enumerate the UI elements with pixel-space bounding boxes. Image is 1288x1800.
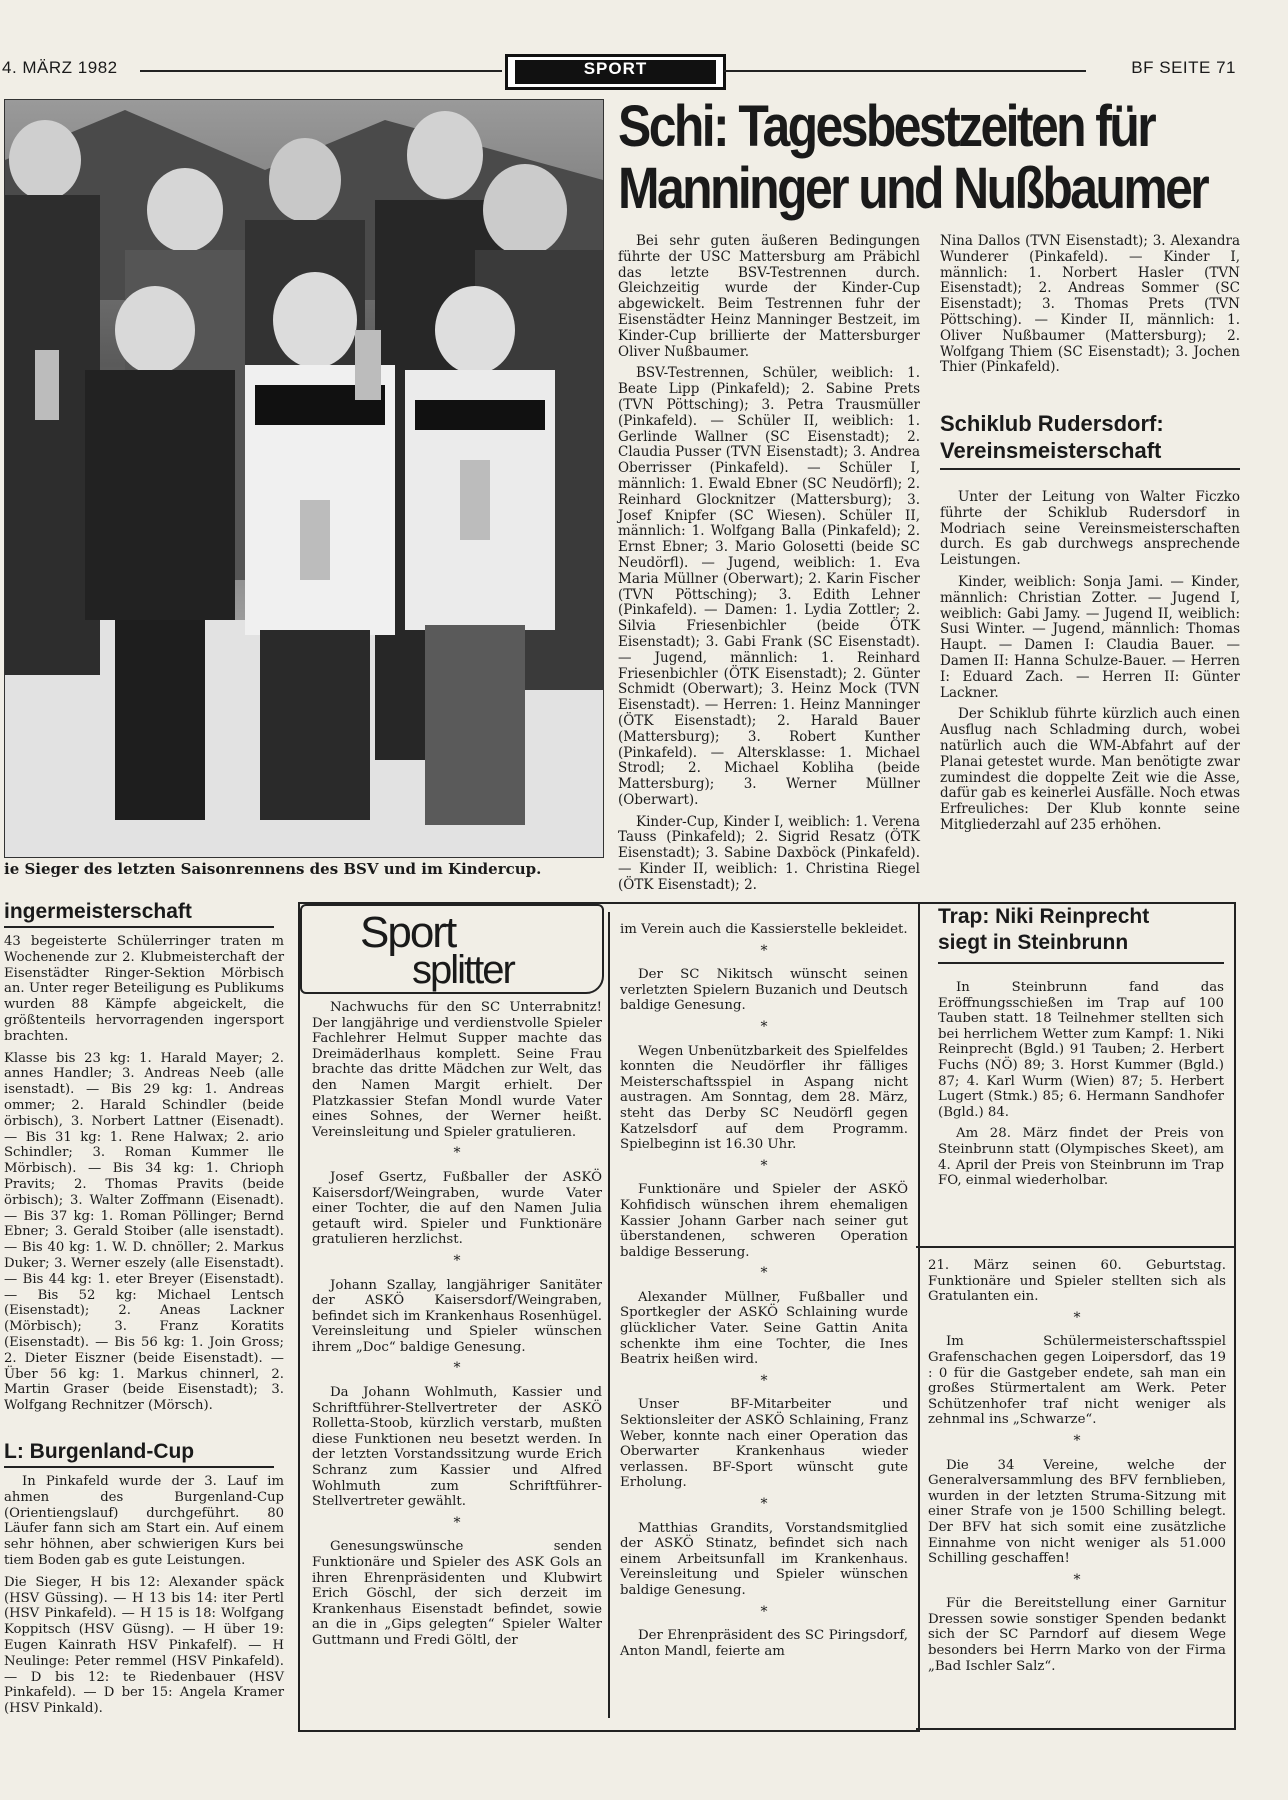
page-number: BF SEITE 71	[1131, 58, 1236, 77]
section-label-box	[505, 54, 726, 90]
headline-line-2: Manninger und Nußbaumer	[618, 156, 1208, 221]
trap-title-1: Trap: Niki Reinprecht	[938, 905, 1150, 928]
rudersdorf-title-2: Vereinsmeisterschaft	[940, 438, 1162, 463]
separator-star: *	[453, 1252, 461, 1269]
separator-star: *	[453, 1514, 461, 1531]
group-photo	[4, 99, 604, 858]
splitter-col2	[620, 922, 908, 1665]
splitter-logo-word-2: splitter	[412, 948, 514, 992]
splitter-item: Wegen Unbenützbarkeit des Spielfeldes konnten die Neudörfler ihr fälliges Meisterschaftsspiel in Aspang nicht austragen. Am Sonntag, dem 28. März, steht das Derby SC Neudörfl gegen Katzelsdorf auf dem Programm. Spielbeginn ist 16.30 Uhr.	[620, 1043, 908, 1153]
ski-article-col2	[940, 234, 1240, 382]
rudersdorf-rule	[940, 468, 1240, 470]
section-label: SPORT	[515, 60, 716, 84]
splitter-item: Genesungswünsche senden Funktionäre und Spieler des ASK Gols an ihren Ehrenpräsidenten und Klubwirt Erich Göschl, der sich derzeit im Krankenhaus Eisenstadt befindet, sowie an die in „Gips gelegten“ Spieler Walter Guttmann und Fredi Göltl, der	[312, 1539, 602, 1648]
header-rule-right	[724, 70, 1086, 72]
trap-article	[938, 980, 1224, 1195]
ringer-results: Klasse bis 23 kg: 1. Harald Mayer; 2. annes Handler; 3. Andreas Neeb (alle isenstadt). — Bis 29 kg: 1. Andreas ommer; 2. Harald Schindler (beide örbisch), 3. Norbert Lattner (Eisenadt). — Bis 31 kg: 1. Rene Halwax; 2. ario Schindler; 3. Roman Kummer lle Mörbisch). — Bis 34 kg: 1. Chrioph Pravits; 2. Thomas Pravits (beide örbisch); 3. Walter Zoffmann (Eisenadt). — Bis 37 kg: 1. Roman Pöllinger; Bernd Ebner; 3. Gerald Stoiber (alle isenstadt). — Bis 40 kg: 1. W. D. chnöller; 2. Markus Duker; 3. Werner eszely (alle Eisenstadt). — Bis 44 kg: 1. eter Breyer (Eisenstadt). — Bis 52 kg: Michael Lentsch (Eisenstadt); 2. Aneas Lackner (Mörbisch); 3. Franz Koratits (Eisenstadt). — Bis 56 kg: 1. Join Gross; 2. Dieter Eiszner (beide Eisenstadt). — Über 56 kg: 1. Markus chinnerl, 2. Martin Graser (beide Eisenstadt); 3. Wolfgang Rechnitzer (Mörsch).	[4, 1050, 284, 1414]
ski-results-bsv: BSV-Testrennen, Schüler, weiblich: 1. Beate Lipp (Pinkafeld); 2. Sabine Prets (TVN Pöttsching); 3. Petra Trausmüller (Pinkafeld). — Schüler II, weiblich: 1. Gerlinde Wallner (SC Eisenstadt); 2. Claudia Pusser (TVN Eisenstadt); 3. Andrea Oberrisser (Pinkafeld). — Schüler I, männlich: 1. Ewald Ebner (SC Neudörfl); 2. Reinhard Glocknitzer (Mattersburg); 3. Josef Knipfer (SC Wiesen). Schüler II, männlich: 1. Wolfgang Balla (Pinkafeld); 2. Ernst Ebner; 3. Mario Golosetti (beide SC Neudörfl). — Jugend, weiblich: 1. Eva Maria Müllner (Oberwart); 2. Karin Fischer (TVN Pöttsching); 3. Edith Lehner (Pinkafeld). — Damen: 1. Lydia Zottler; 2. Silvia Friesenbichler (beide ÖTK Eisenstadt); 3. Gabi Frank (SC Eisenstadt). — Jugend, männlich: 1. Reinhard Friesenbichler (ÖTK Eisenstadt); 2. Günter Schmidt (Oberwart); 3. Heinz Mock (TVN Eisenstadt). — Herren: 1. Heinz Manninger (ÖTK Eisenstadt); 2. Harald Bauer (Mattersburg); 3. Robert Kunther (Pinkafeld). — Altersklasse: 1. Michael Strodl; 2. Michael Kobliha (beide Mattersburg); 3. Werner Müllner (Oberwart).	[618, 365, 920, 808]
ski-results-kindercup: Kinder-Cup, Kinder I, weiblich: 1. Verena Tauss (Pinkafeld); 2. Sigrid Resatz (ÖTK Eisenstadt); 3. Sabine Daxböck (Pinkafeld). — Kinder II, weiblich: 1. Christina Riegel (ÖTK Eisenstadt); 2.	[618, 813, 920, 893]
ski-intro: Bei sehr guten äußeren Bedingungen führte der USC Mattersburg am Präbichl das letzte BSV-Testrennen durch. Gleichzeitig wurde der Kinder-Cup abgewickelt. Beim Testrennen fuhr der Eisenstädter Heinz Manninger Bestzeit, im Kinder-Cup brillierte der Mattersburger Oliver Nußbaumer.	[618, 233, 920, 360]
separator-star: *	[760, 1265, 768, 1282]
splitter-item: im Verein auch die Kassierstelle bekleidet.	[620, 922, 908, 937]
splitter-divider	[608, 912, 610, 1718]
separator-star: *	[760, 1372, 768, 1389]
splitter-item: Alexander Müllner, Fußballer und Sportkegler der ASKÖ Schlaining wurde glücklicher Vater. Seine Gattin Anita schenkte ihm eine Tochter, die Ines Beatrix heißen wird.	[620, 1289, 908, 1368]
splitter-item: Nachwuchs für den SC Unterrabnitz! Der langjährige und verdienstvolle Spieler Fachlehrer Helmut Supper machte das Dreimäderlhaus komplett. Seine Frau brachte das dritte Mädchen zur Welt, das den Namen Margit erhielt. Der Platzkassier Stefan Mondl wurde Vater eines Sohnes, der Werner heißt. Vereinsleitung und Spieler gratulieren.	[312, 1000, 602, 1140]
rudersdorf-headline	[940, 410, 1240, 464]
splitter-item: Der SC Nikitsch wünscht seinen verletzten Spielern Buzanich und Deutsch baldige Genesung.	[620, 967, 908, 1014]
separator-star: *	[760, 942, 768, 959]
headline-line-1: Schi: Tagesbestzeiten für	[618, 94, 1155, 159]
ol-rule	[4, 1466, 274, 1468]
trap-next-events: Am 28. März findet der Preis von Steinbrunn statt (Olympisches Skeet), am 4. April der Preis von Steinbrunn im Trap FO, einmal wiederholbar.	[938, 1126, 1224, 1189]
ol-results: Die Sieger, H bis 12: Alexander späck (HSV Güssing). — H 13 bis 14: iter Pertl (HSV Pinkafeld). — H 15 is 18: Wolfgang Koppitsch (HSV Güsng). — H über 19: Eugen Kainrath HSV Pinkafelf). — H Neulinge: Peter remmel (HSV Pinkafeld). — D bis 12: te Riedenbauer (HSV Pinkafeld). — D ber 15: Angela Kramer (HSV Pinkald).	[4, 1574, 284, 1717]
rudersdorf-article	[940, 490, 1240, 840]
splitter-logo-word-1: Sport	[360, 908, 456, 957]
rudersdorf-results: Kinder, weiblich: Sonja Jami. — Kinder, männlich: Christian Zotter. — Jugend I, weiblich: Gabi Jamy. — Jugend II, weiblich: Susi Winter. — Jugend, männlich: Thomas Haupt. — Damen I: Claudia Bauer. — Damen II: Hanna Schulze-Bauer. — Herren I: Eduard Zach. — Herren II: Günter Lackner.	[940, 573, 1240, 701]
separator-star: *	[760, 1496, 768, 1512]
trap-rule	[938, 962, 1224, 964]
separator-star: *	[1073, 1432, 1081, 1449]
trap-results: In Steinbrunn fand das Eröffnungsschießen im Trap auf 100 Tauben statt. 18 Teilnehmer stellten sich bei herrlichem Wetter zum Kampf: 1. Niki Reinprecht (Bgld.) 91 Tauben; 2. Herbert Fuchs (NÖ) 89; 3. Horst Kummer (Bgld.) 87; 4. Karl Wurm (Wien) 87; 5. Herbert Lugert (Stmk.) 85; 6. Hermann Sandhofer (Bgld.) 84.	[938, 980, 1224, 1120]
splitter-item: Da Johann Wohlmuth, Kassier und Schriftführer-Stellvertreter der ASKÖ Rolletta-Stoob, kürzlich verstarb, mußten diese Funktionen neu besetzt werden. In der letzten Vorstandssitzung wurde Erich Schranz zum Kassier und Alfred Wohlmuth zum Schriftführer-Stellvertreter gewählt.	[312, 1385, 602, 1510]
ski-article-col1	[618, 234, 920, 900]
ski-results-continued: Nina Dallos (TVN Eisenstadt); 3. Alexandra Wunderer (Pinkafeld). — Kinder I, männlich: 1. Norbert Hasler (TVN Eisenstadt); 2. Andreas Sommer (SC Eisenstadt); 3. Thomas Prets (TVN Pöttsching). — Kinder II, männlich: 1. Oliver Nußbaumer (Mattersburg); 2. Wolfgang Thiem (SC Eisenstadt); 3. Jochen Thier (Pinkafeld).	[940, 233, 1240, 376]
ringer-article	[4, 934, 284, 1420]
ol-intro: In Pinkafeld wurde der 3. Lauf im ahmen des Burgenland-Cup (Orientiengslauf) durchgeführt. 80 Läufer fann sich am Start ein. Auf einem sehr höhnen, aber schwierigen Kurs bei tiem Boden gab es gute Leistungen.	[4, 1474, 284, 1568]
rudersdorf-trip: Der Schiklub führte kürzlich auch einen Ausflug nach Schladming durch, wobei natürlich auch die WM-Abfahrt auf der Planai getestet wurde. Man benötigte zwar zumindest die doppelte Zeit wie die Asse, dafür gab es keinerlei Ausfälle. Noch etwas Erfreuliches: Der Klub konnte seine Mitgliederzahl auf 235 erhöhen.	[940, 706, 1240, 833]
issue-date: 4. MÄRZ 1982	[2, 58, 118, 77]
photo-illustration	[5, 100, 603, 857]
separator-star: *	[760, 1603, 768, 1620]
ol-article	[4, 1474, 284, 1723]
splitter-col3	[928, 1258, 1226, 1680]
rudersdorf-intro: Unter der Leitung von Walter Ficzko führte der Schiklub Rudersdorf in Modriach seine Vereinsmeisterschaften durch. Es gab durchwegs ansprechende Leistungen.	[940, 489, 1240, 569]
separator-star: *	[453, 1145, 461, 1162]
splitter-col1	[312, 1000, 602, 1655]
photo-caption: ie Sieger des letzten Saisonrennens des BSV und im Kindercup.	[4, 860, 542, 878]
ol-headline: L: Burgenland-Cup	[4, 1440, 195, 1463]
splitter-item: Unser BF-Mitarbeiter und Sektionsleiter der ASKÖ Schlaining, Franz Weber, konnte nach einer Operation das Oberwarter Krankenhaus wieder verlassen. BF-Sport wünscht gute Erholung.	[620, 1397, 908, 1491]
splitter-item: Die 34 Vereine, welche der Generalversammlung des BFV fernblieben, wurden in der letzten Struma-Sitzung mit einer Strafe von je 1500 Schilling belegt. Der BFV hat sich somit eine zusätzliche Einnahme von nicht weniger als 51.000 Schilling geschaffen!	[928, 1457, 1226, 1567]
trap-title-2: siegt in Steinbrunn	[938, 931, 1129, 954]
splitter-item: Josef Gsertz, Fußballer der ASKÖ Kaisersdorf/Weingraben, wurde Vater einer Tochter, die auf den Namen Julia getauft wird. Spieler und Funktionäre gratulieren herzlichst.	[312, 1169, 602, 1248]
separator-star: *	[760, 1018, 768, 1035]
ringer-intro: 43 begeisterte Schülerringer traten m Wochenende zur 2. Klubmeisterchaft der Eisenstädter Ringer-Sektion Mörbisch an. Unter reger Beteiligung es Publikums wurden 88 Kämpfe abgeickelt, die größtenteils hervorragenden ingersport brachten.	[4, 934, 284, 1044]
splitter-item: Johann Szallay, langjähriger Sanitäter der ASKÖ Kaisersdorf/Weingraben, befindet sich im Krankenhaus Rosenhügel. Vereinsleitung und Spieler wünschen ihrem „Doc“ baldige Genesung.	[312, 1277, 602, 1355]
splitter-item: 21. März seinen 60. Geburtstag. Funktionäre und Spieler stellten sich als Gratulanten ein.	[928, 1258, 1226, 1305]
rudersdorf-title-1: Schiklub Rudersdorf:	[940, 411, 1164, 436]
separator-star: *	[760, 1157, 768, 1174]
splitter-logo	[300, 904, 604, 994]
splitter-item: Für die Bereitstellung einer Garnitur Dressen sowie sonstiger Spenden bedankt sich der SC Parndorf auf diesem Wege besonders bei Herrn Marko von der Firma „Bad Ischler Salz“.	[928, 1596, 1226, 1674]
main-headline	[618, 94, 1208, 221]
splitter-item: Funktionäre und Spieler der ASKÖ Kohfidisch wünschen ihrem ehemaligen Kassier Johann Garber nach seiner gut überstandenen, schweren Operation baldige Besserung.	[620, 1182, 908, 1260]
separator-star: *	[1073, 1571, 1081, 1588]
splitter-item: Im Schülermeisterschaftsspiel Grafenschachen gegen Loipersdorf, das 19 : 0 für die Gastgeber endete, sah man ein großes Stürmertalent am Werk. Peter Schützenhofer traf nicht weniger als zehnmal ins „Schwarze“.	[928, 1334, 1226, 1428]
header-rule-left	[140, 70, 502, 72]
ringer-headline: ingermeisterschaft	[4, 900, 192, 923]
splitter-item: Der Ehrenpräsident des SC Piringsdorf, Anton Mandl, feierte am	[620, 1628, 908, 1659]
separator-star: *	[1073, 1309, 1081, 1326]
trap-headline	[938, 904, 1228, 956]
ringer-rule	[4, 926, 274, 928]
separator-star: *	[453, 1360, 461, 1377]
splitter-item: Matthias Grandits, Vorstandsmitglied der ASKÖ Stinatz, befindet sich nach einem Arbeitsunfall im Krankenhaus. Vereinsleitung und Spieler wünschen baldige Genesung.	[620, 1520, 908, 1598]
